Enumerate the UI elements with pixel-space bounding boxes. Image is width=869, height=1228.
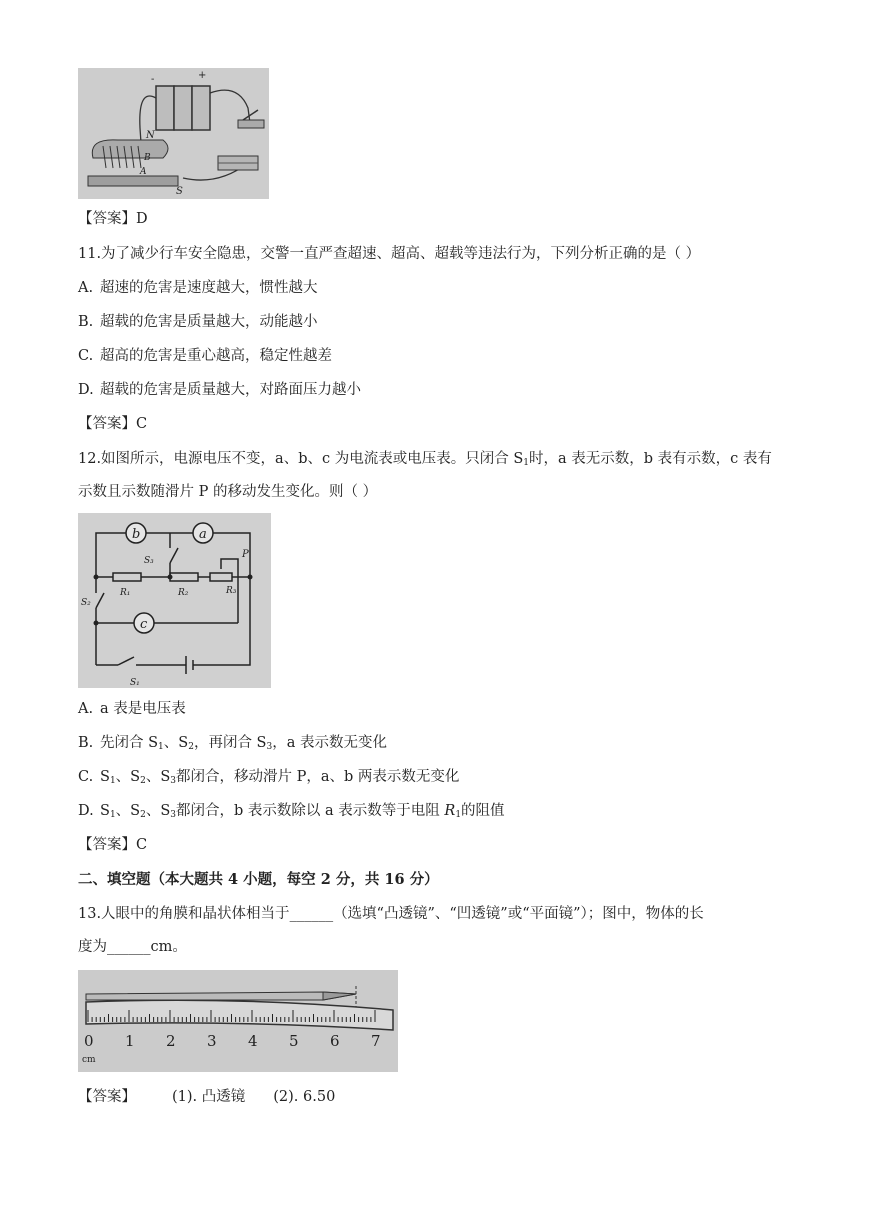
a-label: A xyxy=(140,167,147,177)
s1-label: S₁ xyxy=(130,678,140,688)
electromagnet-circuit-photo xyxy=(78,68,269,199)
q11-stem: 11.为了减少行车安全隐患，交警一直严查超速、超高、超载等违法行为，下列分析正确的是（ ） xyxy=(78,246,701,262)
meter-c-label: c xyxy=(140,617,148,632)
plus-label: + xyxy=(198,70,207,81)
ruler-number-label: 3 xyxy=(207,1032,217,1050)
ruler-number-label: 2 xyxy=(166,1032,176,1050)
section-2-title: 二、填空题（本大题共 4 小题，每空 2 分，共 16 分） xyxy=(78,871,439,888)
q12-option-b: B. 先闭合 $S_1$、$S_2$，再闭合 $S_3$，a 表示数无变化 xyxy=(78,735,387,752)
q11-option-c: C. 超高的危害是重心越高，稳定性越差 xyxy=(78,348,332,364)
ruler-unit-label: cm xyxy=(82,1055,96,1065)
ruler-number-label: 6 xyxy=(330,1032,340,1050)
q13-answer-2: (2). 6.50 xyxy=(273,1089,336,1105)
q12-answer: 【答案】C xyxy=(78,837,148,853)
q13-stem-line2: 度为______cm。 xyxy=(78,939,187,955)
circuit-diagram xyxy=(78,513,271,688)
n-label: N xyxy=(146,130,155,141)
q11-option-d: D. 超载的危害是质量越大，对路面压力越小 xyxy=(78,382,361,398)
r2-label: R₂ xyxy=(178,588,189,598)
s-label: S xyxy=(176,186,183,197)
q11-answer: 【答案】C xyxy=(78,416,148,432)
minus-label: - xyxy=(151,74,155,85)
q12-stem-line1: 12.如图所示，电源电压不变，a、b、c 为电流表或电压表。只闭合 $S_1$时，a 表无示数，b 表有示数，c 表有 xyxy=(78,451,772,468)
p-label: P xyxy=(242,549,249,560)
ruler-number-label: 5 xyxy=(289,1032,299,1050)
meter-a-label: a xyxy=(199,527,207,542)
ruler-number-label: 4 xyxy=(248,1032,258,1050)
q10-answer: 【答案】D xyxy=(78,211,148,227)
r1-label: R₁ xyxy=(120,588,131,598)
q13-answer: 【答案】 (1). 凸透镜 (2). 6.50 xyxy=(78,1089,336,1105)
ruler-number-label: 7 xyxy=(371,1032,381,1050)
s3-label: S₃ xyxy=(144,556,154,566)
b-label: B xyxy=(144,153,151,163)
ruler-number-label: 0 xyxy=(84,1032,94,1050)
q13-stem-line1: 13.人眼中的角膜和晶状体相当于______（选填“凸透镜”、“凹透镜”或“平面镜”）；图中，物体的长 xyxy=(78,906,704,922)
q11-option-a: A. 超速的危害是速度越大，惯性越大 xyxy=(78,280,318,296)
ruler-pencil-photo xyxy=(78,970,398,1072)
q12-stem-line2: 示数且示数随滑片 P 的移动发生变化。则（ ） xyxy=(78,484,378,500)
r3-label: R₃ xyxy=(226,586,237,596)
q12-option-d: D. $S_1$、$S_2$、$S_3$都闭合，b 表示数除以 a 表示数等于电阻 $R_1$的阻值 xyxy=(78,803,505,820)
s2-label: S₂ xyxy=(81,598,91,608)
ruler-number-label: 1 xyxy=(125,1032,135,1050)
meter-b-label: b xyxy=(132,527,141,542)
q13-answer-1: (1). 凸透镜 xyxy=(172,1089,246,1105)
q11-option-b: B. 超载的危害是质量越大，动能越小 xyxy=(78,314,318,330)
q12-option-c: C. $S_1$、$S_2$、$S_3$都闭合，移动滑片 P，a、b 两表示数无变化 xyxy=(78,769,460,786)
q12-option-a: A. a 表是电压表 xyxy=(78,701,186,717)
